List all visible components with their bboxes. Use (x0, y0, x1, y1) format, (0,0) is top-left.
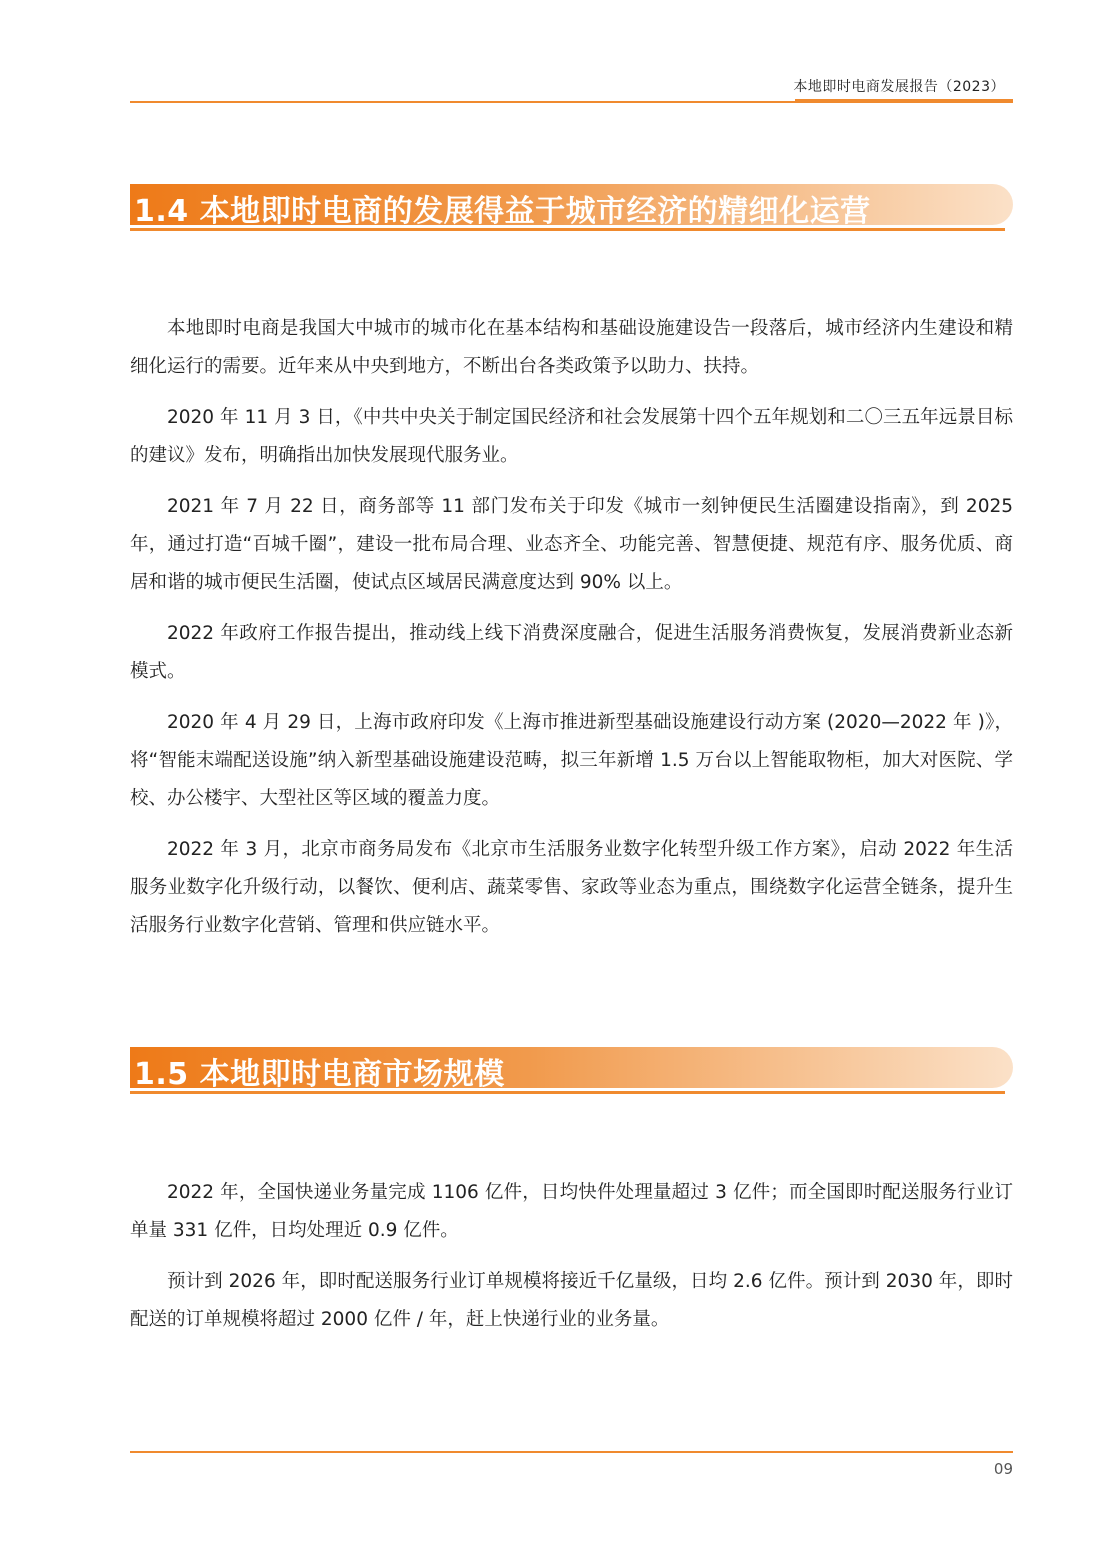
footer-divider (130, 1451, 1013, 1453)
section-heading-1-4 (130, 184, 1013, 234)
paragraph: 预计到 2026 年，即时配送服务行业订单规模将接近千亿量级，日均 2.6 亿件。预计到 2030 年，即时配送的订单规模将超过 2000 亿件 / 年，赶上快递行业的业务量。 (130, 1271, 1013, 1330)
section-heading-text: 1.4 本地即时电商的发展得益于城市经济的精细化运营 (134, 194, 871, 229)
paragraph: 2020 年 11 月 3 日，《中共中央关于制定国民经济和社会发展第十四个五年规划和二〇三五年远景目标的建议》发布，明确指出加快发展现代服务业。 (130, 407, 1013, 466)
page-header (130, 74, 1013, 106)
paragraph: 本地即时电商是我国大中城市的城市化在基本结构和基础设施建设告一段落后，城市经济内生建设和精细化运行的需要。近年来从中央到地方，不断出台各类政策予以助力、扶持。 (130, 318, 1013, 377)
section-body-1-5 (130, 1174, 1013, 1352)
paragraph: 2022 年，全国快递业务量完成 1106 亿件，日均快件处理量超过 3 亿件；而全国即时配送服务行业订单量 331 亿件，日均处理近 0.9 亿件。 (130, 1182, 1013, 1241)
section-heading-1-5 (130, 1047, 1013, 1097)
paragraph: 2020 年 4 月 29 日，上海市政府印发《上海市推进新型基础设施建设行动方案 (2020—2022 年 )》，将“智能末端配送设施”纳入新型基础设施建设范畴，拟三年新增 1.5 万台以上智能取物柜，加大对医院、学校、办公楼宇、大型社区等区域的覆盖力度。 (130, 712, 1013, 809)
section-heading-text: 1.5 本地即时电商市场规模 (134, 1057, 505, 1092)
section-body-1-4 (130, 310, 1013, 958)
paragraph: 2021 年 7 月 22 日，商务部等 11 部门发布关于印发《城市一刻钟便民生活圈建设指南》，到 2025 年，通过打造“百城千圈”，建设一批布局合理、业态齐全、功能完善、智慧便捷、规范有序、服务优质、商居和谐的城市便民生活圈，使试点区域居民满意度达到 90% 以上。 (130, 496, 1013, 593)
paragraph: 2022 年政府工作报告提出，推动线上线下消费深度融合，促进生活服务消费恢复，发展消费新业态新模式。 (130, 623, 1013, 682)
paragraph: 2022 年 3 月，北京市商务局发布《北京市生活服务业数字化转型升级工作方案》，启动 2022 年生活服务业数字化升级行动，以餐饮、便利店、蔬菜零售、家政等业态为重点，围绕数字化运营全链条，提升生活服务行业数字化营销、管理和供应链水平。 (130, 839, 1013, 936)
report-title: 本地即时电商发展报告（2023） (793, 79, 1005, 95)
page-number: 09 (993, 1460, 1013, 1478)
header-accent-bar (795, 99, 1013, 103)
